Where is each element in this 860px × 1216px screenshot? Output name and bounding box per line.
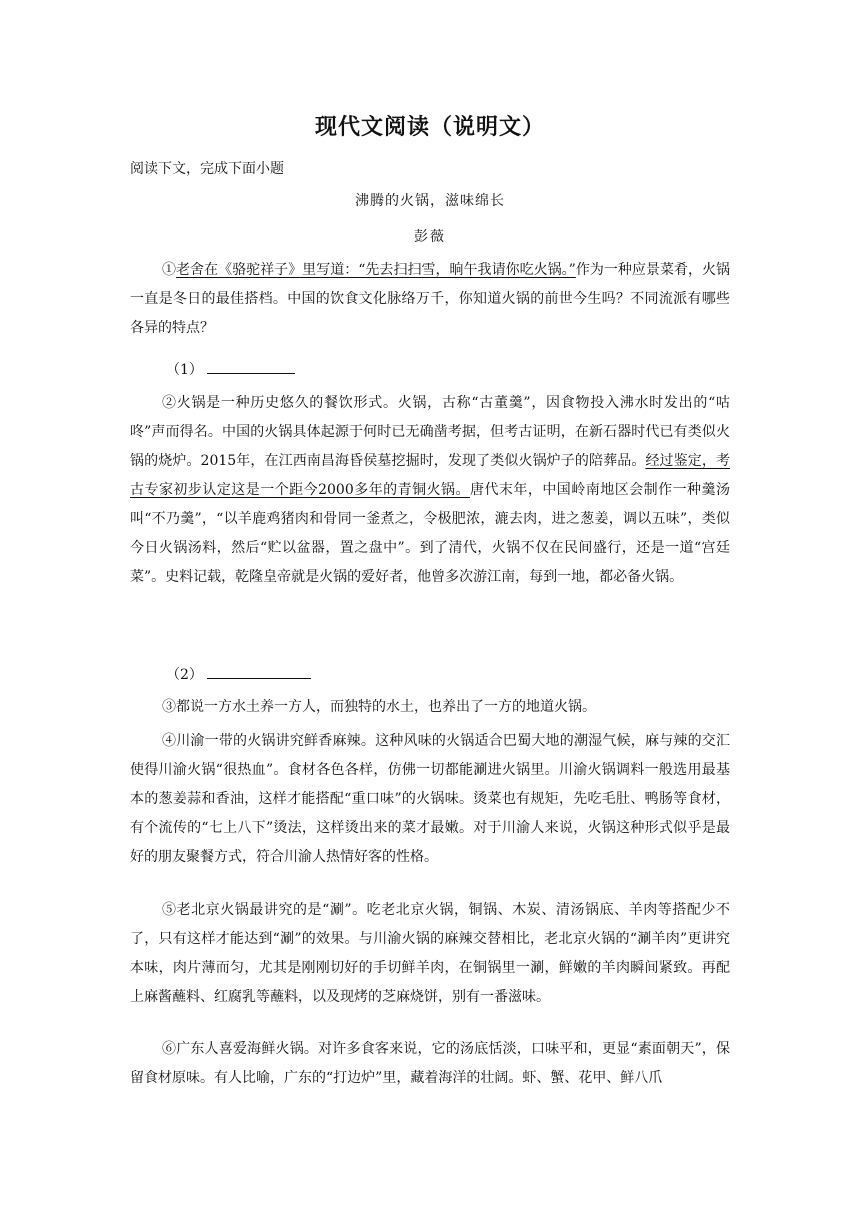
article-author: 彭薇	[414, 229, 446, 245]
article-title: 沸腾的火锅，滋味绵长	[355, 193, 505, 209]
paragraph-2-underlined-sentence: 经过鉴定，考古专家初步认定这是一个距今2000多年的青铜火锅。	[130, 453, 730, 498]
paragraph-2-body-end: 唐代末年，中国岭南地区会制作一种羹汤叫“不乃羹”，“以羊鹿鸡猪肉和骨同一釜煮之，令极肥浓，漉去肉，进之葱姜，调以五味”，类似今日火锅汤料，然后“贮以盆器，置之盘中”。到了清代，火锅不仅在民间盛行，还是一道“宫廷菜”。史料记载，乾隆皇帝就是火锅的爱好者，他曾多次游江南，每到一地，都必备火锅。	[130, 482, 730, 585]
answer-blank-1	[166, 359, 295, 380]
answer-blank-2	[166, 664, 311, 685]
paragraph-4: ④川渝一带的火锅讲究鲜香麻辣。这种风味的火锅适合巴蜀大地的潮湿气候，麻与辣的交汇使得川渝火锅“很热血”。食材各色各样，仿佛一切都能涮进火锅里。川渝火锅调料一般选用最基本的葱姜蒜和香油，这样才能搭配“重口味”的火锅味。烫菜也有规矩，先吃毛肚、鸭肠等食材，有个流传的“七上八下”烫法，这样烫出来的菜才最嫩。对于川渝人来说，火锅这种形式似乎是最好的朋友聚餐方式，符合川渝人热情好客的性格。	[130, 733, 730, 865]
answer-blank-2-line[interactable]	[207, 664, 311, 679]
instruction-text: 阅读下文，完成下面小题	[130, 161, 284, 177]
paragraph-3: ③都说一方水土养一方人，而独特的水土，也养出了一方的地道火锅。	[162, 699, 596, 715]
answer-blank-2-label: （2）	[166, 667, 203, 683]
paragraph-1-number: ①	[162, 262, 177, 278]
answer-blank-1-label: （1）	[166, 362, 203, 378]
paragraph-2-body-start: ②火锅是一种历史悠久的餐饮形式。火锅，古称“古董羹”，因食物投入沸水时发出的“咕咚”声而得名。中国的火锅具体起源于何时已无确凿考据，但考古证明，在新石器时代已有类似火锅的烧炉。2015年，在江西南昌海昏侯墓挖掘时，发现了类似火锅炉子的陪葬品。	[130, 395, 730, 469]
page-title: 现代文阅读（说明文）	[314, 115, 545, 140]
answer-blank-1-line[interactable]	[207, 359, 295, 374]
paragraph-5: ⑤老北京火锅最讲究的是“涮”。吃老北京火锅，铜锅、木炭、清汤锅底、羊肉等搭配少不了，只有这样才能达到“涮”的效果。与川渝火锅的麻辣交替相比，老北京火锅的“涮羊肉”更讲究本味，肉片薄而匀，尤其是刚刚切好的手切鲜羊肉，在铜锅里一涮，鲜嫩的羊肉瞬间紧致。再配上麻酱蘸料、红腐乳等蘸料，以及现烤的芝麻烧饼，别有一番滋味。	[130, 902, 730, 1005]
paragraph-2	[130, 389, 730, 592]
paragraph-1-body: 作为一种应景菜肴，火锅一直是冬日的最佳搭档。中国的饮食文化脉络万千，你知道火锅的前世今生吗？不同流派有哪些各异的特点？	[130, 262, 731, 336]
paragraph-1-underlined-quote: 老舍在《骆驼祥子》里写道：“先去扫扫雪，晌午我请你吃火锅。”	[176, 262, 576, 278]
paragraph-1	[130, 256, 730, 343]
paragraph-6: ⑥广东人喜爱海鲜火锅。对许多食客来说，它的汤底恬淡，口味平和，更显“素面朝天”，保留食材原味。有人比喻，广东的“打边炉”里，藏着海洋的壮阔。虾、蟹、花甲、鲜八爪	[130, 1041, 730, 1086]
